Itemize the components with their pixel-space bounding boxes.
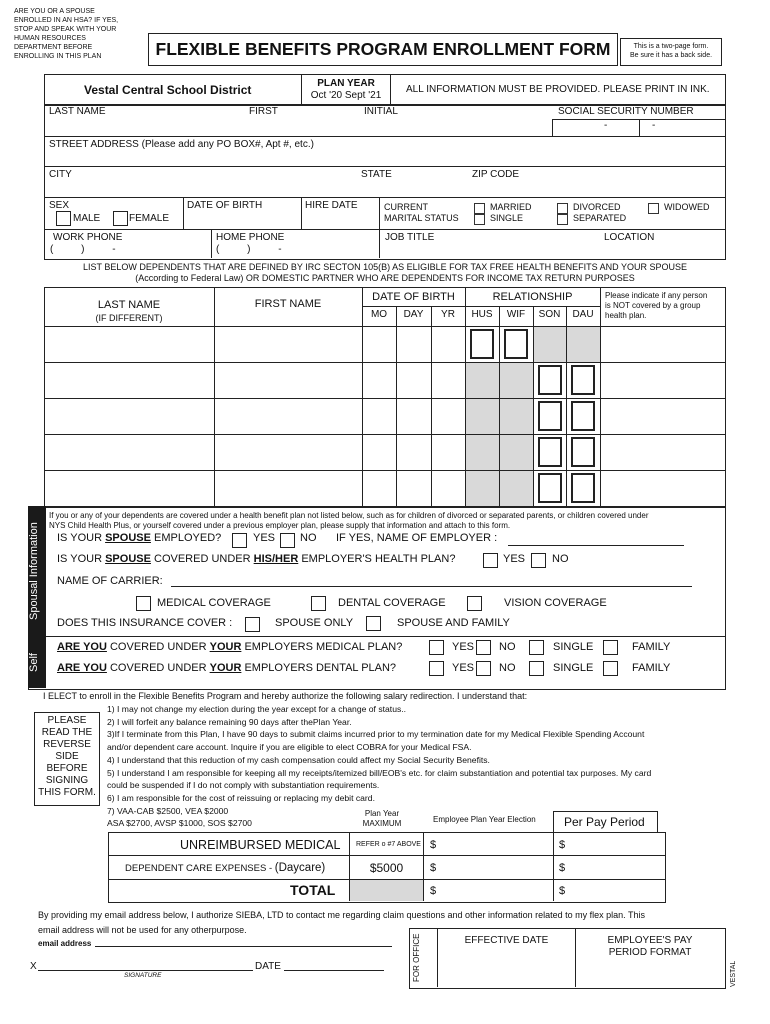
last-name-field[interactable]: LAST NAME [49,106,106,117]
dob-field[interactable]: DATE OF BIRTH [187,200,263,211]
hsa-warning: ARE YOU OR A SPOUSE ENROLLED IN AN HSA? IF YES, STOP AND SPEAK WITH YOUR HUMAN RESOURCES DEPARTMENT BEFORE ENROLLING IN THIS PLAN [14,8,119,60]
dental-coverage-checkbox[interactable] [311,596,326,611]
spouse-family-label: SPOUSE AND FAMILY [397,617,510,629]
self-medical-family-label: FAMILY [632,641,671,653]
spouse-employed-yes-checkbox[interactable] [232,533,247,548]
medical-coverage-checkbox[interactable] [136,596,151,611]
two-page-note: This is a two-page form. Be sure it has a back side. [620,38,722,66]
married-checkbox[interactable] [474,203,485,214]
self-dental-family-label: FAMILY [632,662,671,674]
location-field[interactable]: LOCATION [604,232,655,243]
print-instructions: ALL INFORMATION MUST BE PROVIDED. PLEASE PRINT IN INK. [406,84,710,95]
self-dental-question: ARE YOU COVERED UNDER YOUR EMPLOYERS DENTAL PLAN? [57,662,397,674]
self-medical-question: ARE YOU COVERED UNDER YOUR EMPLOYERS MEDICAL PLAN? [57,641,403,653]
self-medical-yes-checkbox[interactable] [429,640,444,655]
separated-label: SEPARATED [573,213,627,223]
female-label: FEMALE [129,213,170,224]
spouse-covered-yes-checkbox[interactable] [483,553,498,568]
dependent-care-per-pay-dollar[interactable]: $ [559,862,566,874]
home-phone-mask: ( ) - [216,244,282,255]
terms-list: 1) I may not change my election during the year except for a change of status.. 2) I will forfeit any balance remaining 90 days after thePlan Year. 3)If I terminate from this Plan, I have 90 days to submit claims incurred prior to my termination date for my Medical Flexible Spending Account and/or dependent care account. Inquire if you are eligible to elect COBRA for your Medical FSA. 4) I understand that this reduction of my cash compensation could affect my Social Security Benefits. 5) I understand I am responsible for keeping all my receipts/itemized bill/EOB's etc. for claim substantiation and potential tax purposes. My card could be suspended if I do not comply with substantiation requirements. 6) I am responsible for the cost of reissuing or replacing my debit card. 7) VAA-CAB $2500, VEA $2000 ASA $2700, AVSP $1000, SOS $2700 [107,704,652,829]
self-medical-family-checkbox[interactable] [603,640,618,655]
dep-hus-header: HUS [471,309,493,320]
vision-coverage-checkbox[interactable] [467,596,482,611]
wife-checkbox[interactable] [504,329,528,359]
marital-status-label: CURRENT MARITAL STATUS [384,202,459,223]
spousal-note: If you or any of your dependents are covered under a health benefit plan not listed below, such as for children of divorced or separated parents, or children covered under NYS Child Health Plus, or yourself covered under a previous employer plan, please supply that information and attach to this form. [49,511,649,530]
self-side-label: Self [28,653,40,673]
elect-intro: I ELECT to enroll in the Flexible Benefits Program and hereby authorize the following salary redirection. I understand that: [43,691,528,701]
hire-date-field[interactable]: HIRE DATE [305,200,358,211]
initial-field[interactable]: INITIAL [364,106,398,117]
son-checkbox-row2[interactable] [538,365,562,395]
medical-per-pay-dollar[interactable]: $ [559,839,566,851]
dependents-intro: LIST BELOW DEPENDENTS THAT ARE DEFINED BY IRC SECTON 105(B) AS ELIGIBLE FOR TAX FREE HEALTH BENEFITS AND YOUR SPOUSE (According to Federal Law) OR DOMESTIC PARTNER WHO ARE DEPENDENTS FOR INCOME TAX RETURN PURPOSES [83,262,687,283]
self-dental-no-label: NO [499,662,516,674]
male-label: MALE [73,213,101,224]
widowed-label: WIDOWED [664,202,710,212]
signature-line[interactable] [38,970,253,971]
medical-election-dollar[interactable]: $ [430,839,437,851]
single-label: SINGLE [490,213,524,223]
dep-son-header: SON [538,309,561,320]
divorced-checkbox[interactable] [557,203,568,214]
please-read-box: PLEASE READ THE REVERSE SIDE BEFORE SIGNING THIS FORM. [34,712,100,806]
spouse-family-checkbox[interactable] [366,616,381,631]
medical-coverage-label: MEDICAL COVERAGE [157,597,271,609]
date-line[interactable] [284,970,384,971]
plan-year-max-header: Plan Year MAXIMUM [362,809,402,828]
state-field[interactable]: STATE [361,169,392,180]
spouse-covered-no-label: NO [552,553,569,565]
husband-checkbox[interactable] [470,329,494,359]
city-field[interactable]: CITY [49,169,72,180]
spouse-only-checkbox[interactable] [245,617,260,632]
divorced-label: DIVORCED [573,202,621,212]
spouse-employed-yes-label: YES [253,532,276,544]
spouse-covered-no-checkbox[interactable] [531,553,546,568]
dau-checkbox-row3[interactable] [571,401,595,431]
dep-last-name-header: LAST NAME [97,299,161,311]
work-phone-field[interactable]: WORK PHONE [53,232,123,243]
not-covered-note: Please indicate if any person is NOT covered by a group health plan. [605,291,708,320]
total-label: TOTAL [290,882,336,898]
dependent-care-election-dollar[interactable]: $ [430,862,437,874]
dependent-care-max: $5000 [369,861,404,875]
spousal-side-label: Spousal Information [28,522,40,620]
dau-checkbox-row2[interactable] [571,365,595,395]
district-name: Vestal Central School District [84,83,252,97]
job-title-field[interactable]: JOB TITLE [385,232,435,243]
dep-yr-header: YR [441,309,455,320]
self-medical-single-label: SINGLE [553,641,594,653]
dau-checkbox-row5[interactable] [571,473,595,503]
home-phone-field[interactable]: HOME PHONE [216,232,285,243]
female-checkbox[interactable] [113,211,128,226]
self-dental-family-checkbox[interactable] [603,661,618,676]
email-consent: By providing my email address below, I authorize SIEBA, LTD to contact me regarding claim questions and other information related to my flex plan. This email address will not be used for any otherpurpose. [38,910,645,935]
dep-day-header: DAY [403,309,424,320]
signature-x: X [30,961,37,972]
for-office-label: FOR OFFICE [412,933,421,983]
son-checkbox-row4[interactable] [538,437,562,467]
dep-first-name-header: FIRST NAME [254,298,322,310]
carrier-label: NAME OF CARRIER: [57,575,163,587]
dental-coverage-label: DENTAL COVERAGE [338,597,446,609]
married-label: MARRIED [490,202,532,212]
unreimbursed-medical-label: UNREIMBURSED MEDICAL [180,838,341,852]
self-medical-no-label: NO [499,641,516,653]
spouse-employed-question: IS YOUR SPOUSE EMPLOYED? [57,532,222,544]
spouse-only-label: SPOUSE ONLY [275,617,354,629]
self-dental-no-checkbox[interactable] [476,661,491,676]
employer-name-label: IF YES, NAME OF EMPLOYER : [336,532,498,544]
self-medical-single-checkbox[interactable] [529,640,544,655]
street-address-field[interactable]: STREET ADDRESS (Please add any PO BOX#, Apt #, etc.) [49,139,314,150]
plan-year-label: PLAN YEAR [317,78,375,89]
carrier-line[interactable] [171,586,692,587]
vestal-mark: VESTAL [730,960,737,987]
per-pay-period-header: Per Pay Period [564,815,645,829]
vision-coverage-label: VISION COVERAGE [504,597,607,609]
spouse-covered-yes-label: YES [503,553,526,565]
dep-dob-header: DATE OF BIRTH [372,291,455,303]
son-checkbox-row5[interactable] [538,473,562,503]
separated-checkbox[interactable] [557,214,568,225]
dependent-care-label: DEPENDENT CARE EXPENSES - (Daycare) [125,862,326,874]
signature-label: SIGNATURE [124,972,162,979]
son-checkbox-row3[interactable] [538,401,562,431]
widowed-checkbox[interactable] [648,203,659,214]
zip-field[interactable]: ZIP CODE [472,169,520,180]
pay-period-format-label: EMPLOYEE'S PAY PERIOD FORMAT [607,935,693,958]
self-medical-no-checkbox[interactable] [476,640,491,655]
male-checkbox[interactable] [56,211,71,226]
ssn-field[interactable]: SOCIAL SECURITY NUMBER [558,106,694,117]
self-medical-yes-label: YES [452,641,475,653]
refer-note: REFER o #7 ABOVE [356,841,421,848]
employer-name-line[interactable] [508,545,684,546]
dep-wif-header: WIF [506,309,526,320]
sex-label: SEX [49,200,70,211]
total-per-pay-dollar[interactable]: $ [559,885,566,897]
email-address-line[interactable] [95,946,392,947]
does-cover-label: DOES THIS INSURANCE COVER : [57,617,233,629]
self-dental-yes-label: YES [452,662,475,674]
form-title: FLEXIBLE BENEFITS PROGRAM ENROLLMENT FORM [148,33,618,66]
spouse-employed-no-label: NO [300,532,317,544]
dau-checkbox-row4[interactable] [571,437,595,467]
effective-date-label: EFFECTIVE DATE [464,935,549,946]
spouse-employed-no-checkbox[interactable] [280,533,295,548]
date-label: DATE [255,961,281,972]
email-address-label: email address [38,939,92,948]
dep-mo-header: MO [370,309,388,320]
first-name-field[interactable]: FIRST [249,106,278,117]
self-dental-single-label: SINGLE [553,662,594,674]
self-dental-yes-checkbox[interactable] [429,661,444,676]
dep-relationship-header: RELATIONSHIP [492,291,573,303]
employee-election-header: Employee Plan Year Election [433,815,536,824]
work-phone-mask: ( ) - [50,244,116,255]
total-election-dollar[interactable]: $ [430,885,437,897]
dep-if-different: (IF DIFFERENT) [95,313,163,323]
dep-dau-header: DAU [572,309,594,320]
total-max-shade [350,880,423,901]
plan-year-value: Oct '20 Sept '21 [310,90,382,101]
spouse-covered-question: IS YOUR SPOUSE COVERED UNDER HIS/HER EMPLOYER'S HEALTH PLAN? [57,553,456,565]
self-dental-single-checkbox[interactable] [529,661,544,676]
single-checkbox[interactable] [474,214,485,225]
